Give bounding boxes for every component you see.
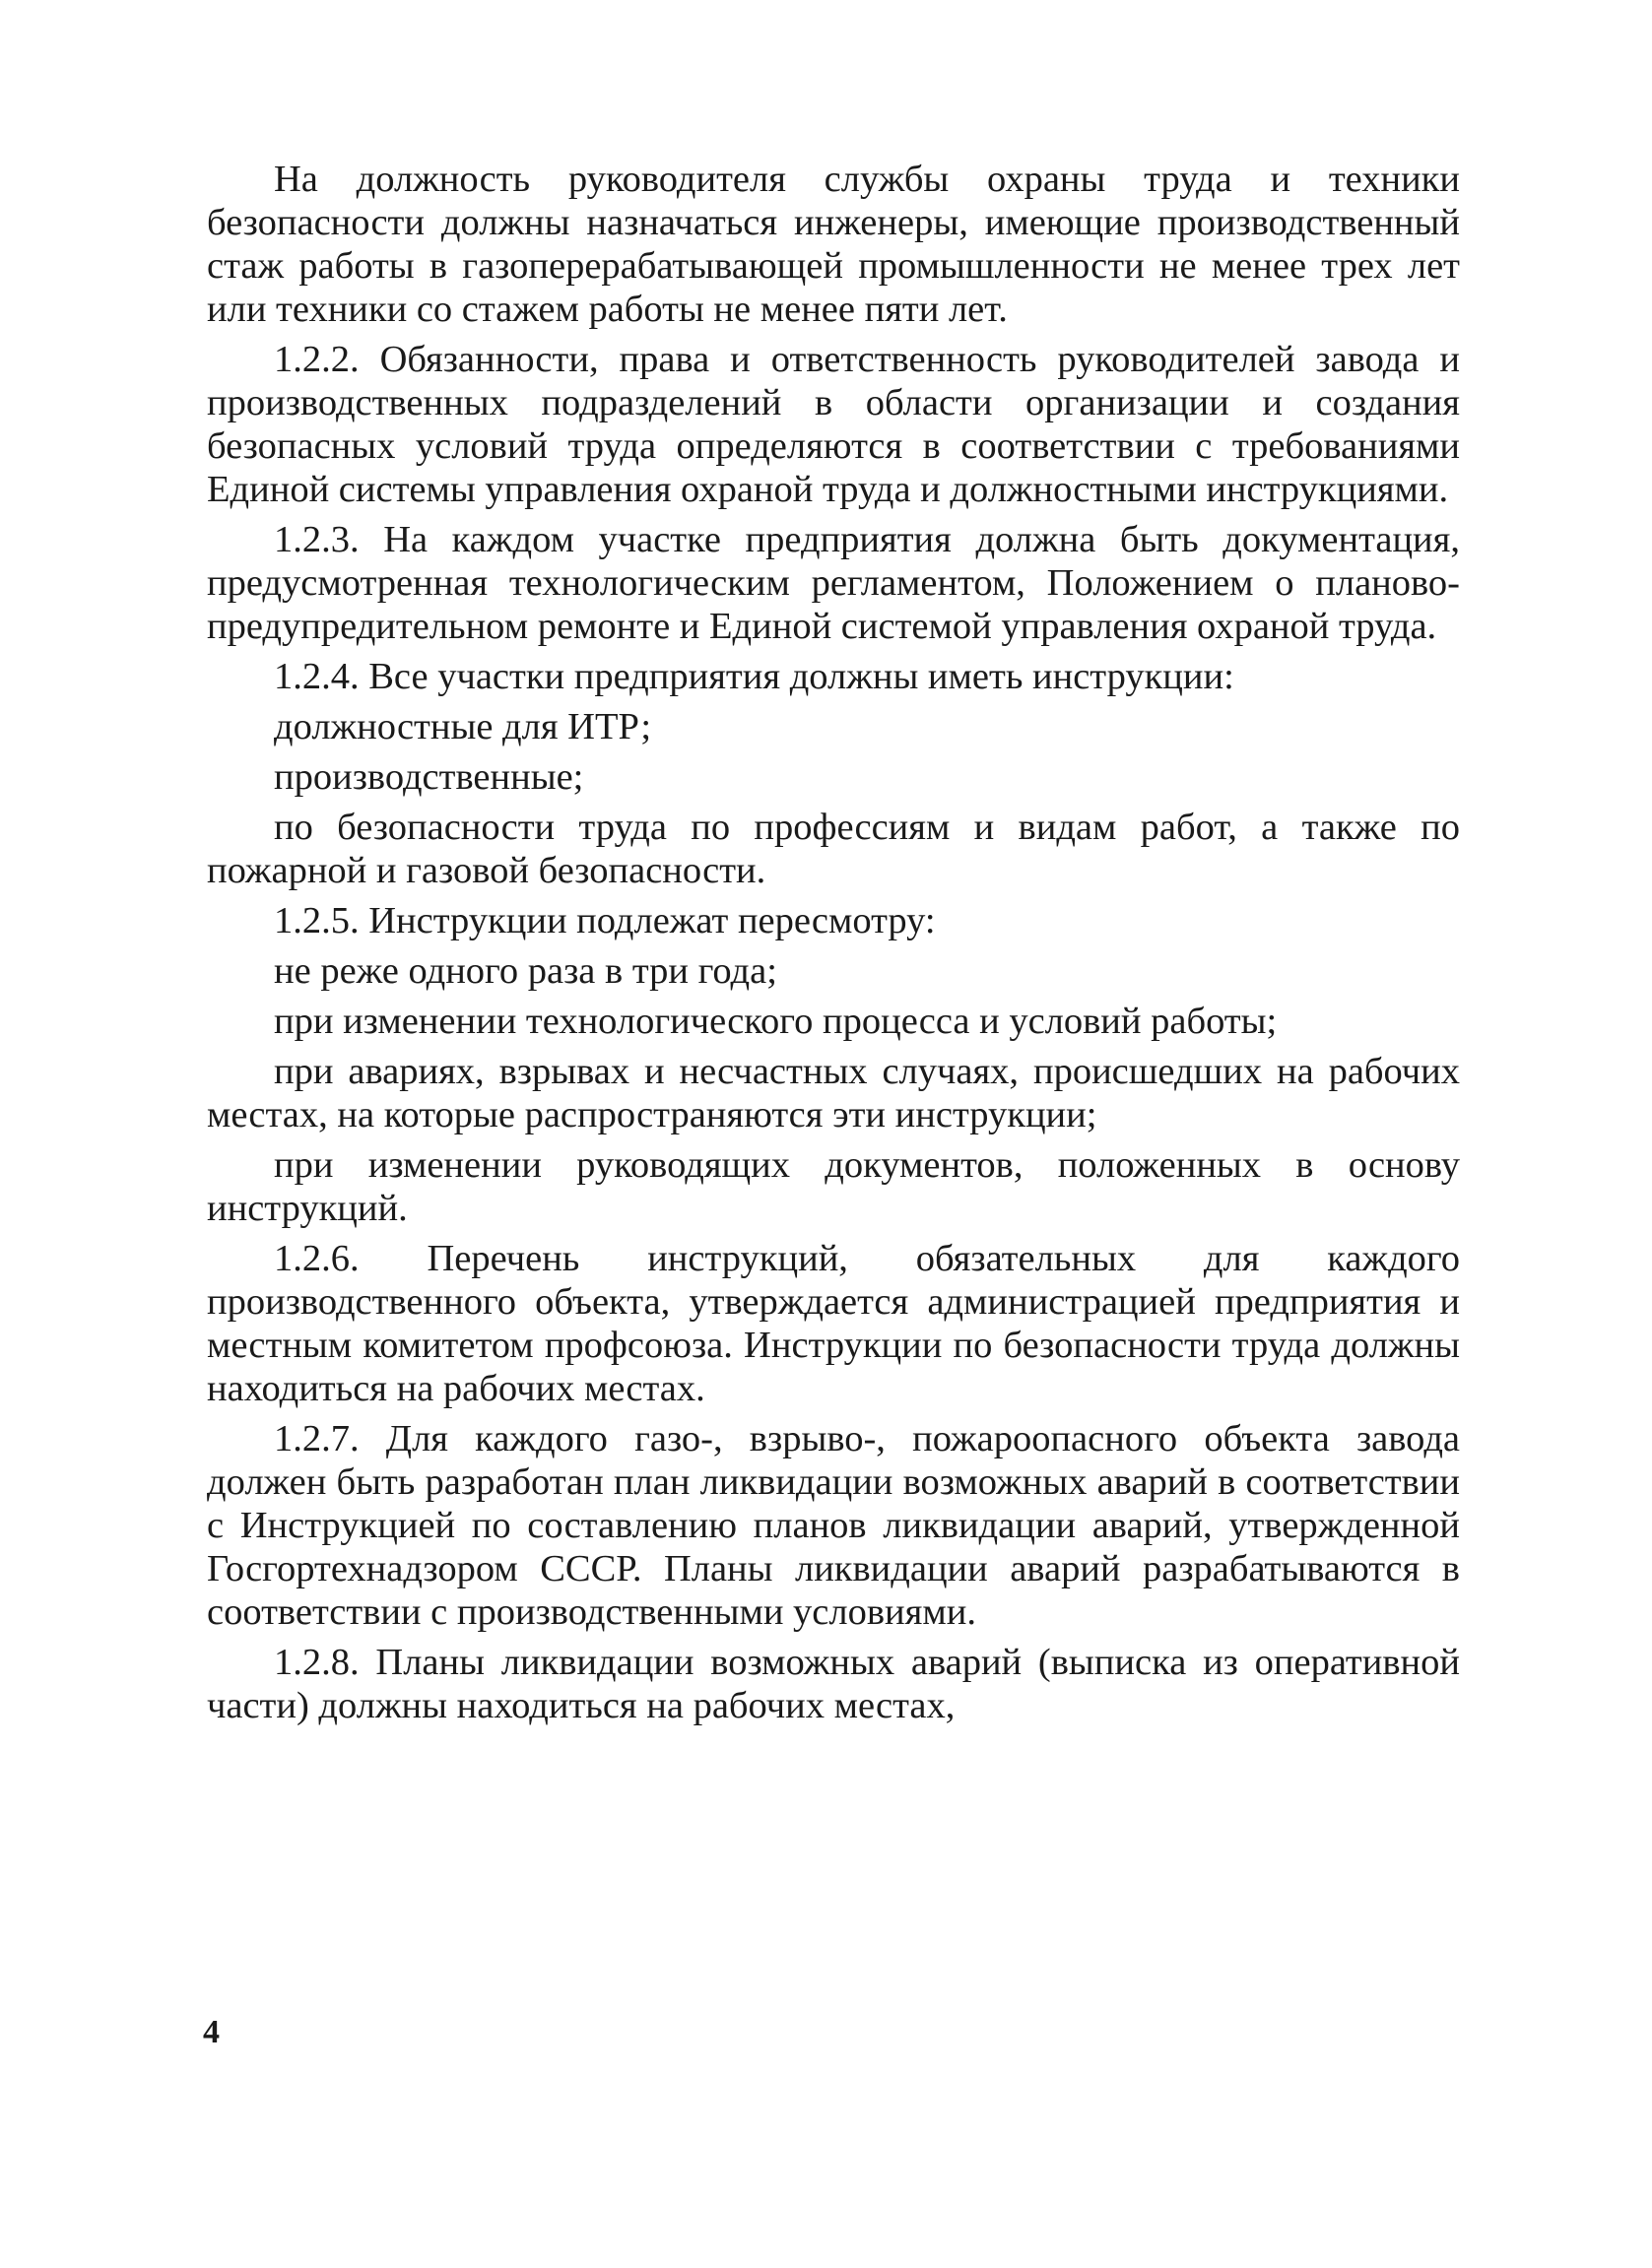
paragraph-1-2-5: 1.2.5. Инструкции подлежат пересмотру: [274, 900, 936, 941]
paragraph-1-2-6: 1.2.6. Перечень инструкций, обязательных для каждого производственного объекта, утверждается администрацией предприятия и местным комитетом профсоюза. Инструкции по безопасности труда должны находиться на рабочих местах. [207, 1238, 1460, 1409]
paragraph-1-2-7: 1.2.7. Для каждого газо-, взрыво-, пожароопасного объекта завода должен быть разработан план ликвидации возможных аварий в соответствии с Инструкцией по составлению планов ликвидации аварий, утвержденной Госгортехнадзором СССР. Планы ликвидации аварий разрабатываются в соответствии с производственными условиями. [207, 1418, 1460, 1633]
list-item-regulation-change: при изменении руководящих документов, положенных в основу инструкций. [207, 1144, 1460, 1229]
list-item-review-period: не реже одного раза в три года; [274, 950, 777, 992]
paragraph-1-2-2: 1.2.2. Обязанности, права и ответственность руководителей завода и производственных подразделений в области организации и создания безопасных условий труда определяются в соответствии с требованиями Единой системы управления охраной труда и должностными инструкциями. [207, 339, 1460, 510]
list-item-process-change: при изменении технологического процесса и условий работы; [274, 1001, 1278, 1042]
list-item-accidents: при авариях, взрывах и несчастных случаях, происшедших на рабочих местах, на которые распространяются эти инструкции; [207, 1051, 1460, 1135]
paragraph-supervisor-requirements: На должность руководителя службы охраны труда и техники безопасности должны назначаться инженеры, имеющие производственный стаж работы в газоперерабатывающей промышленности не менее трех лет или техники со стажем работы не менее пяти лет. [207, 159, 1460, 330]
body-text [207, 158, 1460, 1734]
paragraph-1-2-4: 1.2.4. Все участки предприятия должны иметь инструкции: [274, 656, 1234, 697]
list-item-production-instructions: производственные; [274, 756, 584, 798]
paragraph-1-2-8: 1.2.8. Планы ликвидации возможных аварий (выписка из оперативной части) должны находиться на рабочих местах, [207, 1642, 1460, 1726]
list-item-safety-instructions: по безопасности труда по профессиям и видам работ, а также по пожарной и газовой безопасности. [207, 807, 1460, 891]
list-item-job-instructions: должностные для ИТР; [274, 706, 652, 747]
page-number: 4 [203, 2014, 220, 2050]
paragraph-1-2-3: 1.2.3. На каждом участке предприятия должна быть документация, предусмотренная технологическим регламентом, Положением о планово-предупредительном ремонте и Единой системой управления охраной труда. [207, 519, 1460, 647]
